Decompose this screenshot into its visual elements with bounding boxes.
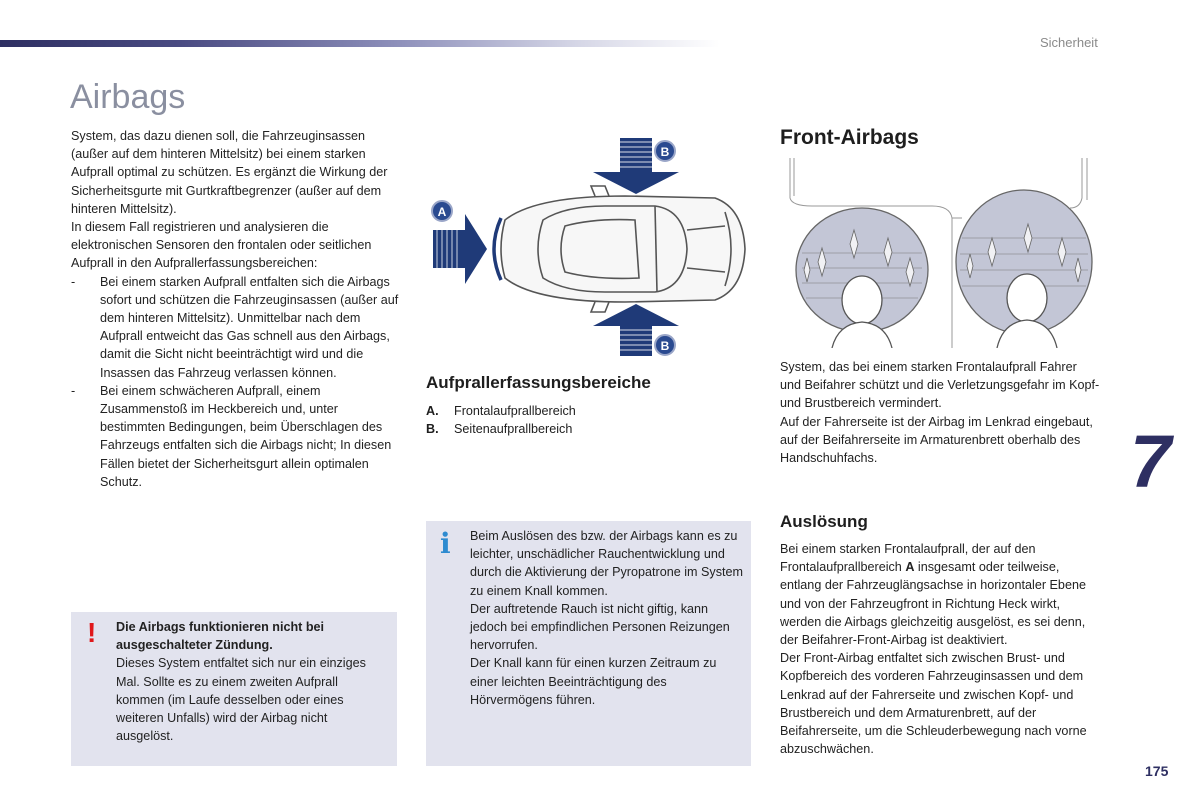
section-label: Sicherheit	[1040, 35, 1098, 50]
warning-bold-text: Die Airbags funktionieren nicht bei ausgeschalteter Zündung.	[116, 620, 325, 653]
warning-body-text: Dieses System entfaltet sich nur ein einziges Mal. Sollte es zu einem zweiten Aufprall kommen (im Laufe desselben oder eines weiteren Unfalls) wird der Airbag nicht ausgelöst.	[116, 656, 366, 744]
info-box	[426, 521, 751, 766]
bullet-text: Bei einem schwächeren Aufprall, einem Zusammenstoß im Heckbereich und, unter bestimmten Bedingungen, beim Überschlagen des Fahrzeugs entfalten sich die Airbags nicht; In diesen Fällen bietet der Sicherheitsgurt allein optimalen Schutz.	[100, 383, 392, 489]
label-b-bottom-badge	[655, 335, 675, 355]
ausloesung-p1-before: Bei einem starken Frontalaufprall, der auf den Frontalaufprallbereich	[780, 542, 1036, 575]
front-airbags-text	[780, 358, 1100, 467]
list-item	[426, 420, 576, 438]
info-line-2: Der auftretende Rauch ist nicht giftig, kann jedoch bei empfindlichen Personen Reizungen hervorrufen.	[470, 601, 730, 653]
info-icon: i	[440, 527, 451, 560]
zones-list	[426, 402, 576, 438]
impact-zones-diagram	[425, 130, 755, 362]
ausloesung-p1-bold: A	[905, 560, 915, 575]
zone-key: B.	[426, 422, 439, 437]
label-a-badge	[432, 201, 452, 221]
header-gradient-bar	[0, 40, 720, 47]
front-airbags-illustration	[782, 158, 1100, 348]
ausloesung-paragraph-1	[780, 540, 1100, 649]
page-title: Airbags	[70, 78, 186, 116]
zone-key: A.	[426, 404, 439, 418]
front-impact-arrow	[433, 214, 487, 284]
label-a: A	[437, 205, 447, 219]
intro-text	[71, 127, 401, 491]
warning-text	[116, 618, 386, 745]
info-line-1: Beim Auslösen des bzw. der Airbags kann es zu leichter, unschädlicher Rauchentwicklung und durch die Aktivierung der Pyropatrone im System zu einem Knall kommen.	[470, 529, 743, 598]
page-number: 175	[1145, 763, 1169, 779]
front-zone-mark	[494, 218, 501, 280]
list-item	[71, 273, 401, 382]
driver-airbag	[796, 208, 928, 348]
bullet-text: Bei einem starken Aufprall entfalten sich die Airbags sofort und schützen die Fahrzeuginsassen (außer auf dem hinteren Mittelsitz). Unmittelbar nach dem Aufprall entweicht das Gas schnell aus den Airbags, damit die Sicht nicht beeinträchtigt wird und die Insassen das Fahrzeug verlassen können.	[100, 274, 399, 380]
warning-box	[71, 612, 397, 766]
label-b-top-badge	[655, 141, 675, 161]
zone-text: Seitenaufprallbereich	[454, 422, 573, 437]
car-top-view	[501, 186, 745, 312]
intro-bullet-list	[71, 273, 401, 491]
passenger-airbag	[956, 190, 1092, 348]
label-b-bottom: B	[660, 339, 670, 353]
zones-heading: Aufprallerfassungsbereiche	[426, 373, 651, 392]
info-line-3: Der Knall kann für einen kurzen Zeitraum zu einer leichten Beeinträchtigung des Hörvermögens führen.	[470, 656, 717, 707]
warning-icon: !	[87, 617, 97, 648]
bullet-dash: -	[71, 383, 76, 398]
zone-text: Frontalaufprallbereich	[454, 404, 576, 418]
ausloesung-text	[780, 540, 1100, 758]
chapter-number: 7	[1130, 420, 1172, 503]
label-b-top: B	[660, 145, 670, 159]
info-text	[470, 527, 745, 709]
bullet-dash: -	[71, 274, 76, 289]
front-paragraph-2: Auf der Fahrerseite ist der Airbag im Lenkrad eingebaut, auf der Beifahrerseite im Armaturenbrett oberhalb des Handschuhfachs.	[780, 414, 1093, 466]
front-airbags-heading: Front-Airbags	[780, 126, 919, 149]
ausloesung-paragraph-2: Der Front-Airbag entfaltet sich zwischen Brust- und Kopfbereich des vorderen Fahrzeuginsassen und dem Lenkrad auf der Fahrerseite und zwischen Kopf- und Brustbereich und dem Armaturenbrett, auf der Beifahrerseite, um die Schleuderbewegung nach vorne abzuschwächen.	[780, 651, 1087, 757]
list-item	[426, 402, 576, 420]
ausloesung-heading: Auslösung	[780, 512, 868, 531]
front-paragraph-1: System, das bei einem starken Frontalaufprall Fahrer und Beifahrer schützt und die Verletzungsgefahr im Kopf- und Brustbereich vermindert.	[780, 360, 1100, 411]
ausloesung-p1-after: insgesamt oder teilweise, entlang der Fahrzeuglängsachse in horizontaler Ebene und von der Fahrzeugfront in Richtung Heck wirkt, werden die Airbags gleichzeitig ausgelöst, es sei denn, der Beifahrer-Front-Airbag ist deaktiviert.	[780, 560, 1086, 648]
intro-paragraph-2: In diesem Fall registrieren und analysieren die elektronischen Sensoren den frontalen oder seitlichen Aufprall in den Aufprallerfassungsbereichen:	[71, 220, 372, 271]
list-item	[71, 382, 401, 491]
intro-paragraph-1: System, das dazu dienen soll, die Fahrzeuginsassen (außer auf dem hinteren Mittelsitz) bei einem starken Aufprall optimal zu schützen. Es ergänzt die Wirkung der Sicherheitsgurte mit Gurtkraftbegrenzer (außer auf dem hinteren Mittelsitz).	[71, 129, 388, 216]
